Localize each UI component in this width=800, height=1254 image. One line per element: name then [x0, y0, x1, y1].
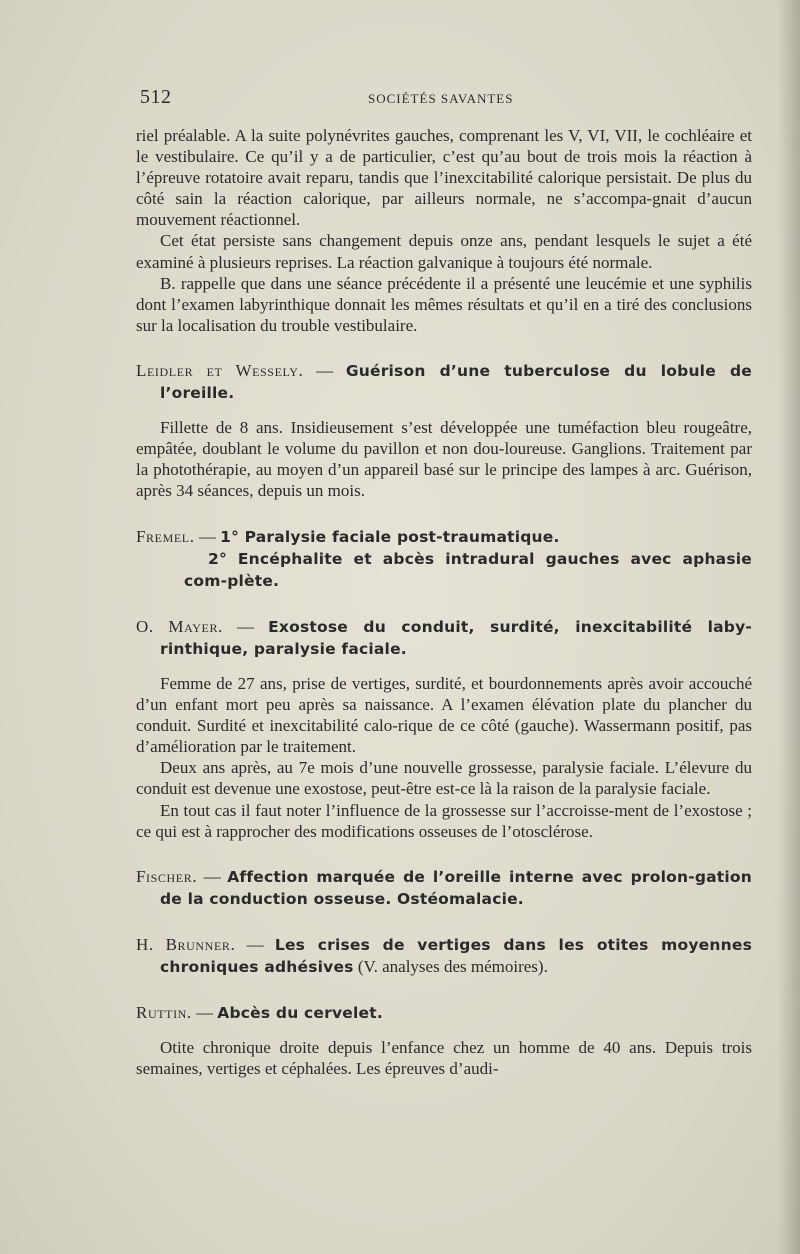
entry-authors: Fremel.: [136, 526, 195, 546]
separator: —: [316, 360, 334, 380]
separator: —: [198, 526, 216, 546]
entry-title: Affection marquée de l’oreille interne avec prolon-gation de la conduction osseuse. Ostéomalacie.: [160, 867, 753, 908]
separator: —: [196, 1003, 214, 1023]
entry-note: (V. analyses des mémoires).: [357, 957, 548, 976]
entry-heading: [136, 616, 752, 660]
entry-heading: [136, 1002, 752, 1024]
entry-title: Exostose du conduit, surdité, inexcitabilité laby-rinthique, paralysie faciale.: [160, 617, 753, 658]
entry-authors: H. Brunner.: [136, 934, 236, 954]
entry-heading: [136, 934, 752, 978]
entry-paragraph: Otite chronique droite depuis l’enfance chez un homme de 40 ans. Depuis trois semaines, vertiges et céphalées. Les épreuves d’audi-: [136, 1038, 752, 1079]
abstract-entry: [136, 360, 752, 502]
entry-title: 1° Paralysie faciale post-traumatique.: [220, 527, 560, 546]
abstract-entry: [136, 526, 752, 592]
article-body: [136, 125, 752, 1079]
entry-title: Abcès du cervelet.: [217, 1004, 383, 1023]
entry-title: Guérison d’une tuberculose du lobule de l’oreille.: [160, 361, 752, 403]
page-number: 512: [140, 86, 172, 108]
entry-paragraph: Deux ans après, au 7e mois d’une nouvelle grossesse, paralysie faciale. L’élevure du conduit est devenue une exostose, peut-être est-ce là la raison de la paralysie faciale.: [136, 758, 752, 799]
abstract-entry: [136, 616, 752, 842]
running-head: SOCIÉTÉS SAVANTES: [368, 91, 514, 106]
entry-subtitle: [136, 548, 752, 592]
entry-title: Les crises de vertiges dans les otites moyennes chroniques adhésives: [160, 935, 752, 976]
paragraph: riel préalable. A la suite polynévrites gauches, comprenant les V, VI, VII, le cochléaire et le vestibulaire. Ce qu’il y a de particulier, c’est qu’au bout de trois mois la réaction à l’épreuve rotatoire avait reparu, tandis que l’inexcitabilité calorique persistait. De plus du côté sain la réaction calorique, par ailleurs normale, ne s’accompa-gnait d’aucun mouvement réactionnel.: [136, 126, 752, 230]
entry-heading: [136, 360, 752, 404]
entry-authors: Ruttin.: [136, 1003, 192, 1023]
entry-heading: [136, 526, 752, 548]
abstract-entry: [136, 1002, 752, 1079]
separator: —: [246, 934, 264, 954]
entry-authors: Fischer.: [136, 866, 198, 886]
entry-paragraph: Fillette de 8 ans. Insidieusement s’est développée une tuméfaction bleu rougeâtre, empâtée, doublant le volume du pavillon et non dou-loureuse. Ganglions. Traitement par la photothérapie, au moyen d’un appareil basé sur le principe des lampes à arc. Guérison, après 34 séances, depuis un mois.: [136, 418, 752, 501]
entry-paragraph: En tout cas il faut noter l’influence de la grossesse sur l’accroisse-ment de l’exostose ; ce qui est à rapprocher des modifications osseuses de l’otosclérose.: [136, 800, 752, 841]
entry-authors: Leidler et Wessely.: [136, 360, 304, 380]
entry-authors: O. Mayer.: [136, 616, 223, 636]
entry-paragraph: Femme de 27 ans, prise de vertiges, surdité, et bourdonnements après avoir accouché d’un enfant mort peu après sa naissance. A l’examen élévation plate du plancher du conduit. Surdité et inexcitabilité calo-rique de ce côté (gauche). Wassermann positif, pas d’amélioration par le traitement.: [136, 673, 752, 757]
entry-heading: [136, 866, 752, 910]
abstract-entry: [136, 866, 752, 910]
paragraph: Cet état persiste sans changement depuis onze ans, pendant lesquels le sujet a été examiné à plusieurs reprises. La réaction galvanique à toujours été normale.: [136, 231, 752, 272]
separator: —: [203, 866, 221, 886]
page-header: [140, 86, 752, 110]
page-edge-shadow: [778, 0, 800, 1254]
separator: —: [237, 616, 255, 636]
abstract-entry: [136, 934, 752, 978]
entry-subtitle-text: 2° Encéphalite et abcès intradural gauches avec aphasie com-plète.: [184, 549, 752, 590]
paragraph: B. rappelle que dans une séance précédente il a présenté une leucémie et une syphilis dont l’examen labyrinthique donnait les mêmes résultats et qu’il en a tiré des conclusions sur la localisation du trouble vestibulaire.: [136, 273, 752, 335]
